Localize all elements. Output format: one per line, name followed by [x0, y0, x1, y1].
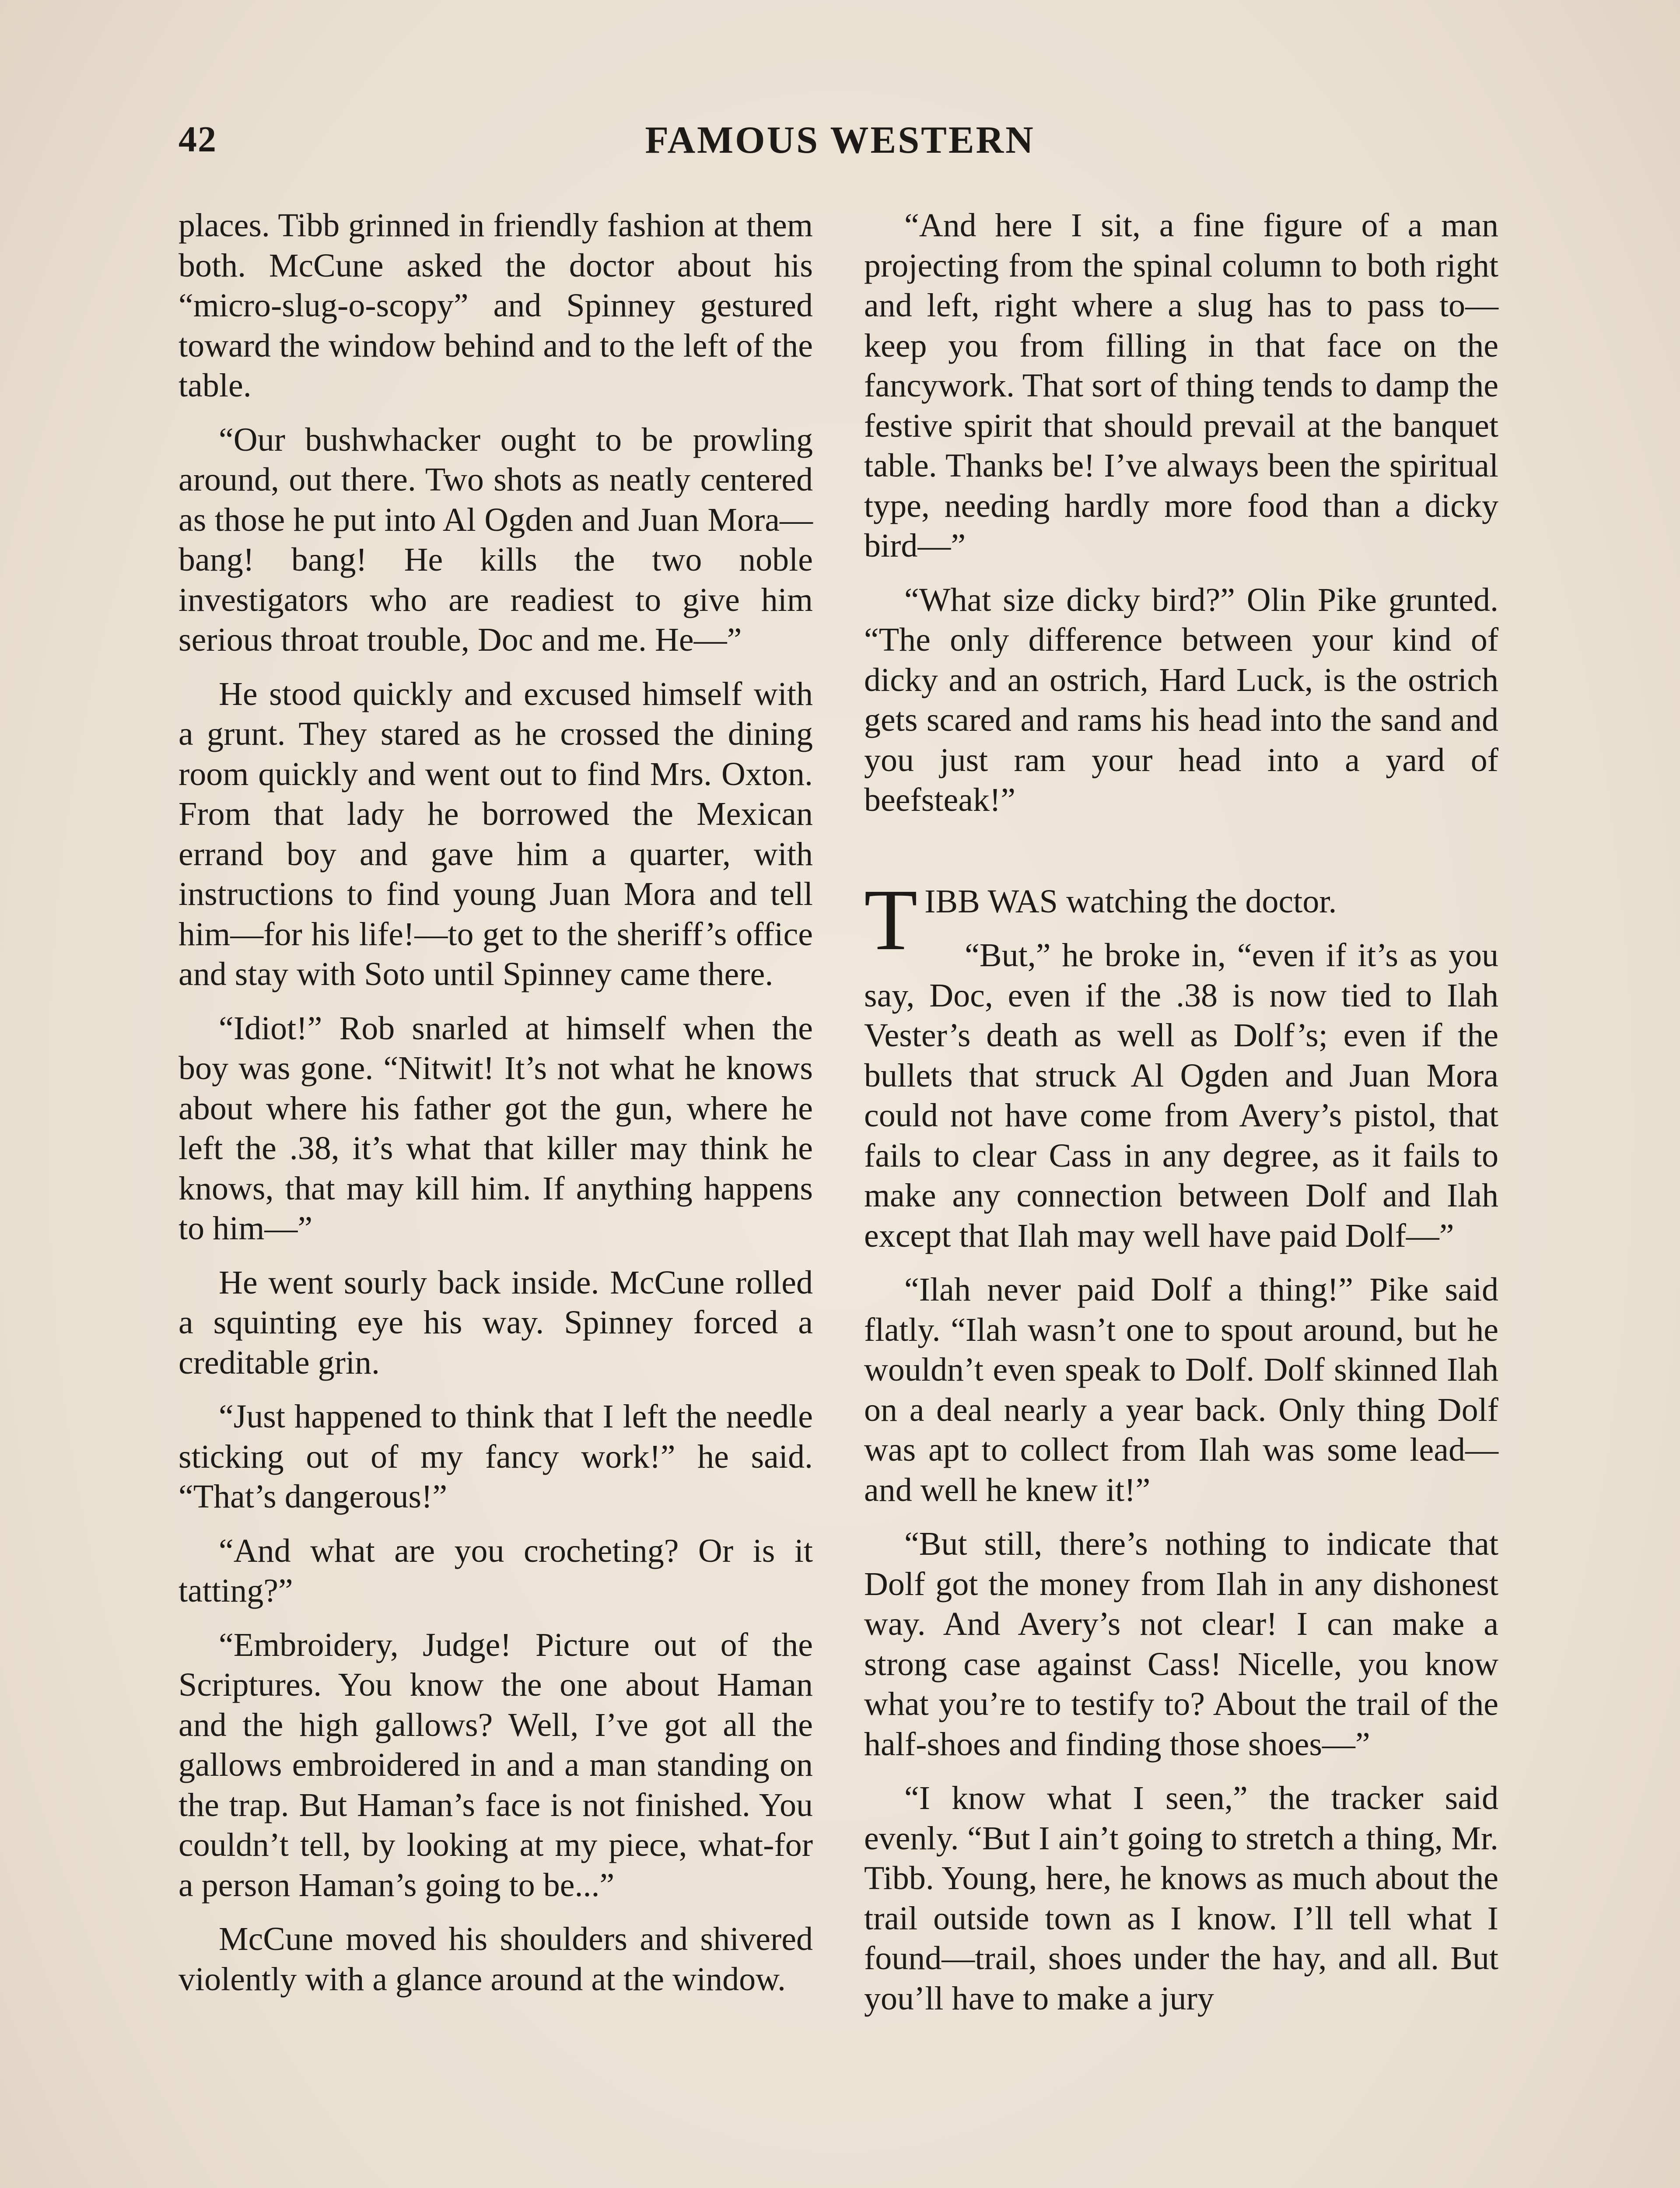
- paragraph: He stood quickly and excused himself with a grunt. They stared as he crossed the dining room quickly and went out to find Mrs. Oxton. From that lady he borrowed the Mexican errand boy and gave him a quarter, with instructions to find young Juan Mora and tell him—for his life!—to get to the sheriff’s office and stay with Soto until Spinney came there.: [178, 675, 813, 992]
- paragraph: “And what are you crocheting? Or is it tatting?”: [178, 1532, 813, 1609]
- paragraph: “But,” he broke in, “even if it’s as you say, Doc, even if the .38 is now tied to Ilah Vester’s death as well as Dolf’s; even if the bullets that struck Al Ogden and Juan Mora could not have come from Avery’s pistol, that fails to clear Cass in any degree, as it fails to make any connection between Dolf and Ilah except that Ilah may well have paid Dolf—”: [864, 937, 1498, 1254]
- right-column: [864, 206, 1498, 2033]
- section-opening-paragraph: [864, 871, 1498, 968]
- paragraph: “Idiot!” Rob snarled at himself when the boy was gone. “Nitwit! It’s not what he knows about where his father got the gun, where he left the .38, it’s what that killer may think he knows, that may kill him. If anything happens to him—”: [178, 1010, 813, 1247]
- section-opening-text: IBB WAS watching the doctor.: [924, 883, 1337, 920]
- paragraph: “Just happened to think that I left the needle sticking out of my fancy work!” he said. “That’s dangerous!”: [178, 1398, 813, 1515]
- paragraph: places. Tibb grinned in friendly fashion at them both. McCune asked the doctor about his “micro-slug-o-scopy” and Spinney gestured toward the window behind and to the left of the table.: [178, 207, 813, 404]
- paragraph: “I know what I seen,” the tracker said evenly. “But I ain’t going to stretch a thing, Mr. Tibb. Young, here, he knows as much about the trail outside town as I know. I’ll tell what I found—trail, shoes under the hay, and all. But you’ll have to make a jury: [864, 1780, 1498, 2017]
- paragraph: He went sourly back inside. McCune rolled a squinting eye his way. Spinney forced a creditable grin.: [178, 1264, 813, 1381]
- drop-cap: T: [864, 871, 918, 968]
- page-number: 42: [178, 119, 217, 160]
- paragraph: “Our bushwhacker ought to be prowling around, out there. Two shots as neatly centered as those he put into Al Ogden and Juan Mora—bang! bang! He kills the two noble investigators who are readiest to give him serious throat trouble, Doc and me. He—”: [178, 421, 813, 658]
- paragraph: “But still, there’s nothing to indicate that Dolf got the money from Ilah in any dishonest way. And Avery’s not clear! I can make a strong case against Cass! Nicelle, you know what you’re to testify to? About the trail of the half-shoes and finding those shoes—”: [864, 1525, 1498, 1763]
- paragraph: “And here I sit, a fine figure of a man projecting from the spinal column to both right and left, right where a slug has to pass to—keep you from filling in that face on the fancywork. That sort of thing tends to damp the festive spirit that should prevail at the banquet table. Thanks be! I’ve always been the spiritual type, needing hardly more food than a dicky bird—”: [864, 207, 1498, 564]
- paragraph: “Embroidery, Judge! Picture out of the Scriptures. You know the one about Haman and the high gallows? Well, I’ve got all the gallows embroidered in and a man standing on the trap. But Haman’s face is not finished. You couldn’t tell, by looking at my piece, what-for a person Haman’s going to be...”: [178, 1626, 813, 1904]
- paragraph: McCune moved his shoulders and shivered violently with a glance around at the window.: [178, 1921, 813, 1998]
- left-column: [178, 206, 813, 2013]
- running-head-title: FAMOUS WESTERN: [645, 119, 1035, 161]
- paragraph: “Ilah never paid Dolf a thing!” Pike said flatly. “Ilah wasn’t one to spout around, but he wouldn’t even speak to Dolf. Dolf skinned Ilah on a deal nearly a year back. Only thing Dolf was apt to collect from Ilah was some lead—and well he knew it!”: [864, 1271, 1498, 1508]
- paragraph: “What size dicky bird?” Olin Pike grunted. “The only difference between your kind of dicky and an ostrich, Hard Luck, is the ostrich gets scared and rams his head into the sand and you just ram your head into a yard of beefsteak!”: [864, 581, 1498, 818]
